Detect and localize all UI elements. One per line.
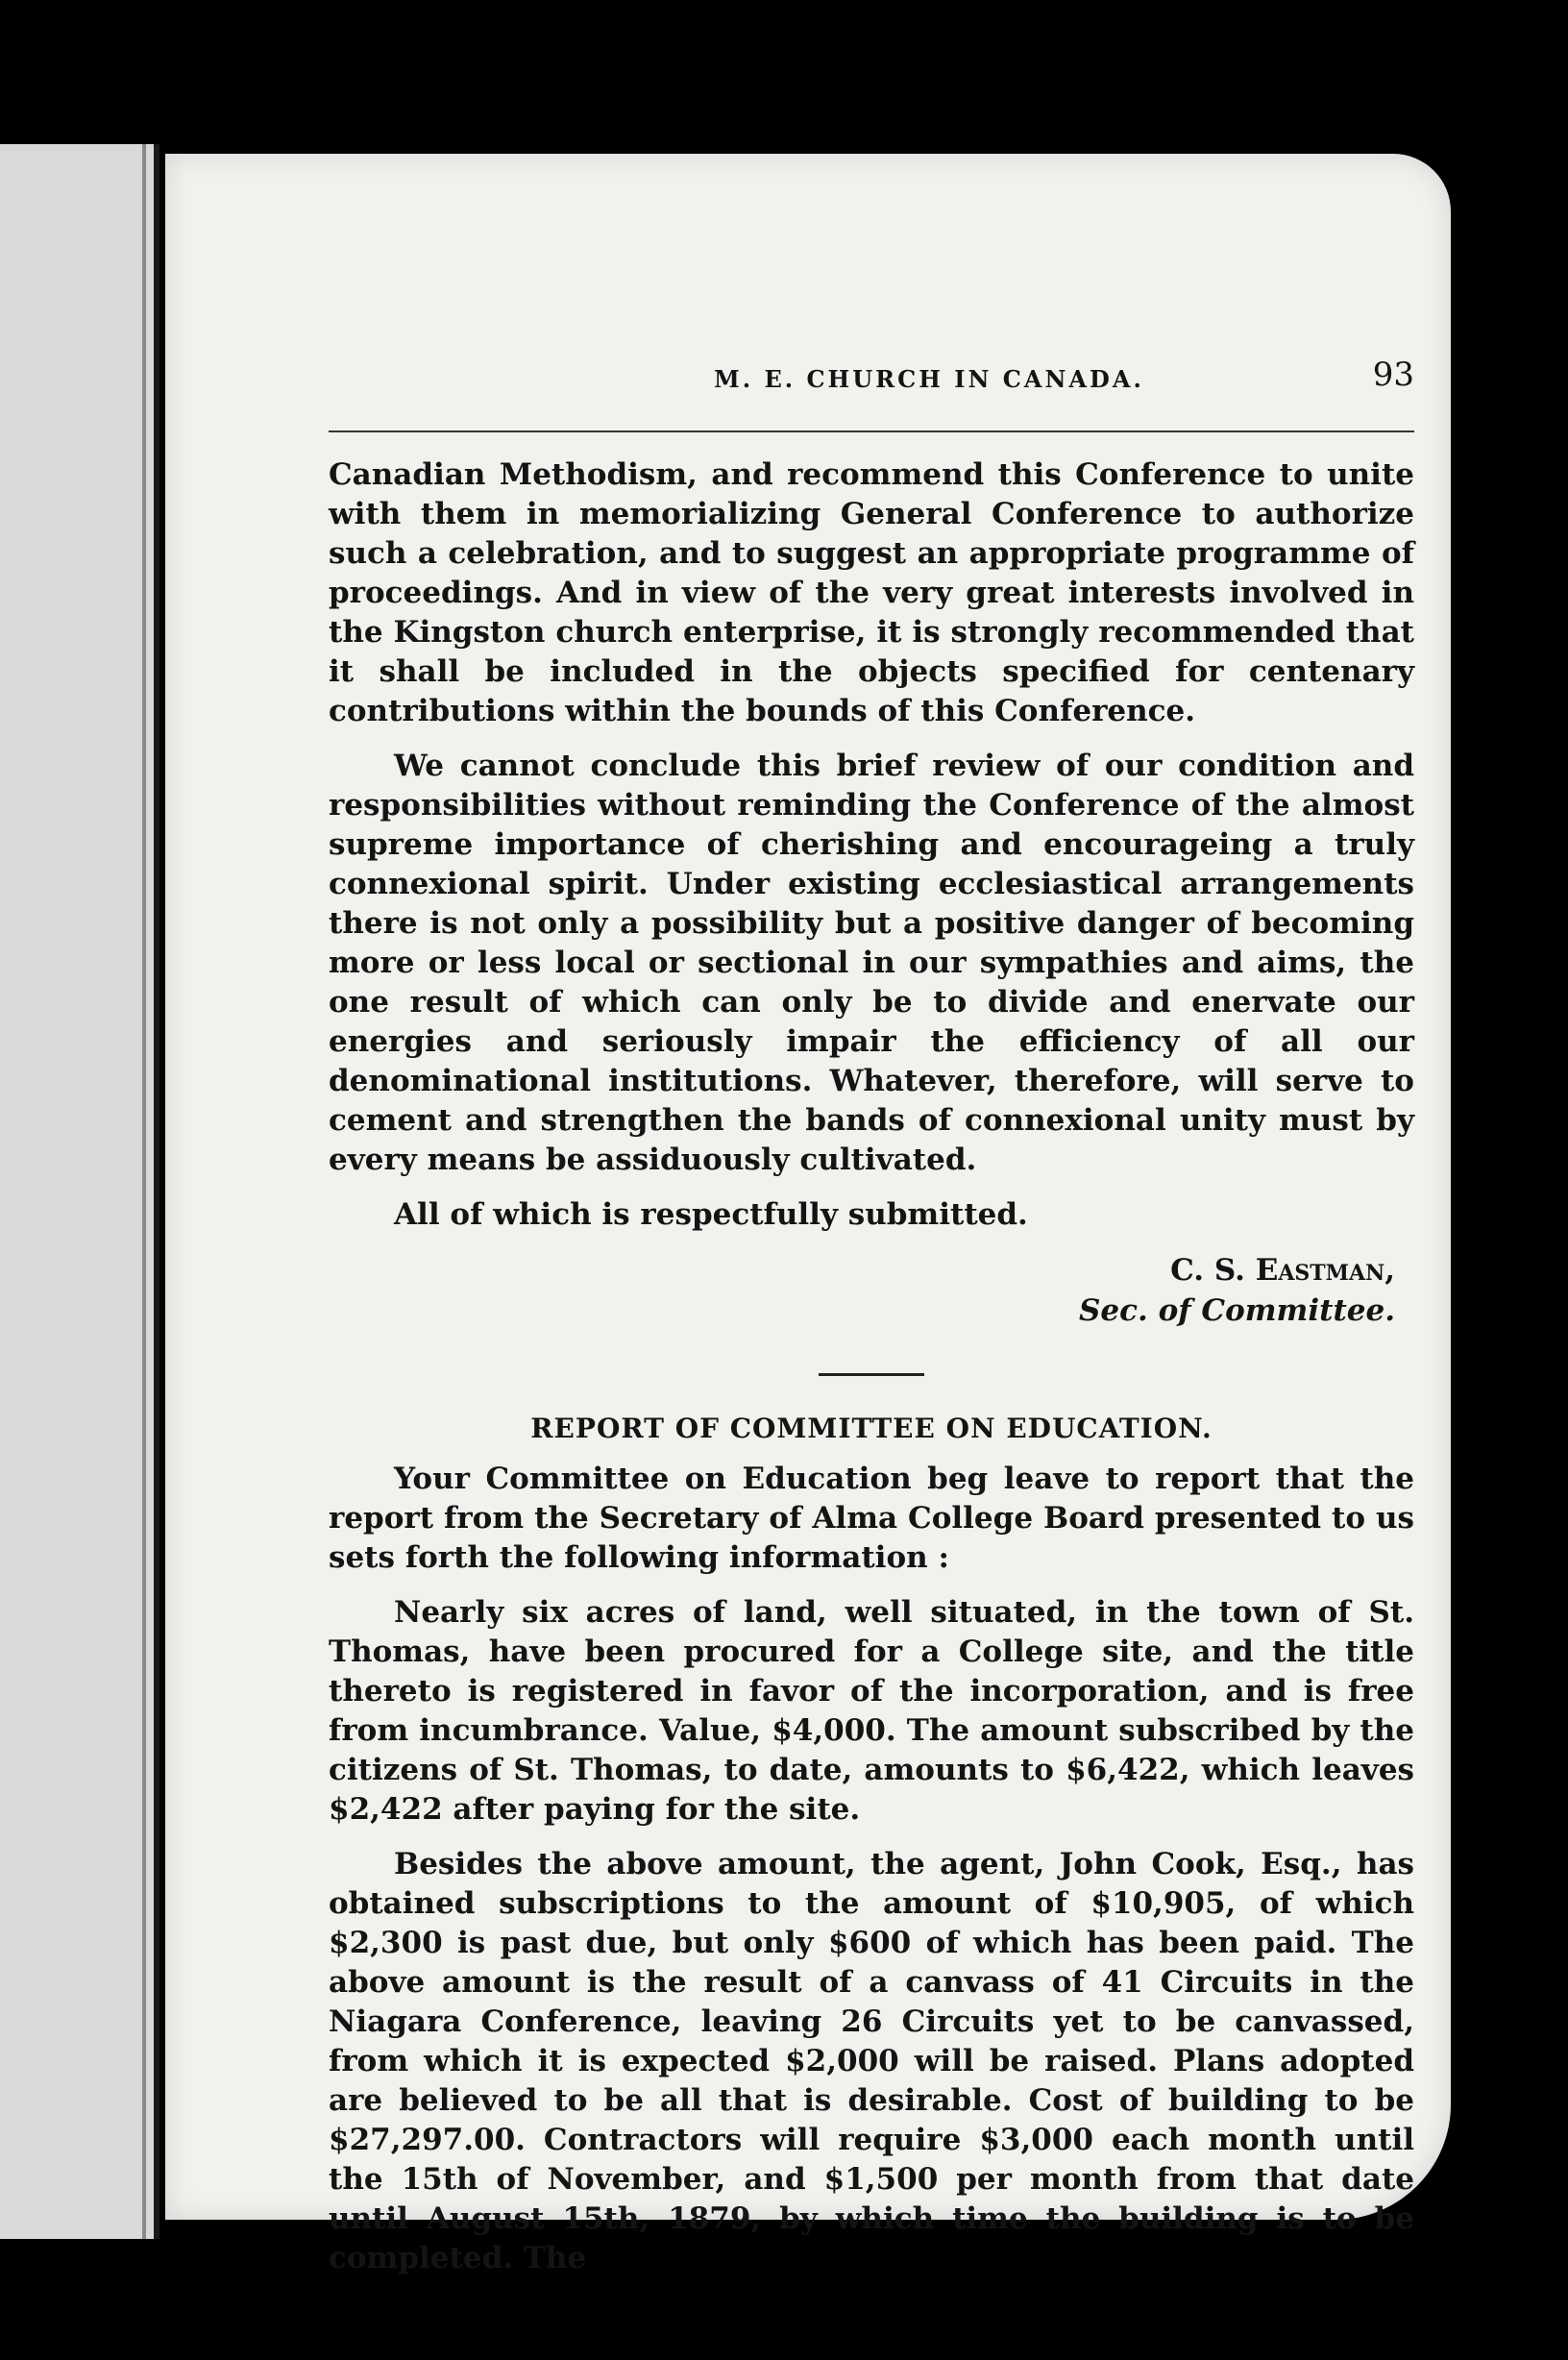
running-head-title: M. E. CHURCH IN CANADA.	[714, 365, 1144, 393]
header-rule	[329, 430, 1414, 432]
book-page	[165, 154, 1451, 2275]
page-content	[329, 356, 1414, 2278]
adjacent-page-edge	[0, 144, 159, 2239]
education-report-heading: REPORT OF COMMITTEE ON EDUCATION.	[530, 1413, 1213, 1444]
signature-name: C. S. Eastman,	[1170, 1253, 1395, 1288]
paragraph-connexional-spirit: We cannot conclude this brief review of our condition and responsibilities without reminding the Conference of the almost supreme importance of cherishing and encourageing a truly connexional spirit. Under existing ecclesiastical arrangements there is not only a possibility but a positive danger of becoming more or less local or sectional in our sympathies and aims, the one result of which can only be to divide and enervate our energies and seriously impair the efficiency of all our denominational institutions. Whatever, therefore, will serve to cement and strengthen the bands of connexional unity must by every means be assiduously cultivated.	[329, 749, 1414, 1177]
section-divider	[819, 1373, 924, 1376]
paragraph-college-site: Nearly six acres of land, well situated, in the town of St. Thomas, have been procured for a College site, and the title thereto is registered in favor of the incorporation, and is free from incumbrance. Value, $4,000. The amount subscribed by the citizens of St. Thomas, to date, amounts to $6,422, which leaves $2,422 after paying for the site.	[329, 1595, 1414, 1827]
page-number: 93	[1372, 356, 1414, 394]
running-head	[329, 356, 1414, 423]
paragraph-submitted: All of which is respectfully submitted.	[394, 1197, 1028, 1232]
paragraph-centenary: Canadian Methodism, and recommend this Conference to unite with them in memorializing General Conference to authorize such a celebration, and to suggest an appropriate programme of proceedings. And in view of the very great interests involved in the Kingston church enterprise, it is strongly recommended that it shall be included in the objects specified for centenary contributions within the bounds of this Conference.	[329, 457, 1414, 728]
paragraph-education-intro: Your Committee on Education beg leave to report that the report from the Secretary of Alma College Board presented to us sets forth the following information :	[329, 1462, 1414, 1575]
paragraph-subscriptions: Besides the above amount, the agent, John Cook, Esq., has obtained subscriptions to the amount of $10,905, of which $2,300 is past due, but only $600 of which has been paid. The above amount is the result of a canvass of 41 Circuits in the Niagara Conference, leaving 26 Circuits yet to be canvassed, from which it is expected $2,000 will be raised. Plans adopted are believed to be all that is desirable. Cost of building to be $27,297.00. Contractors will require $3,000 each month until the 15th of November, and $1,500 per month from that date until August 15th, 1879, by which time the building is to be completed. The	[329, 1847, 1414, 2275]
signature-block	[329, 1250, 1414, 1331]
signature-title: Sec. of Committee.	[1079, 1293, 1395, 1328]
